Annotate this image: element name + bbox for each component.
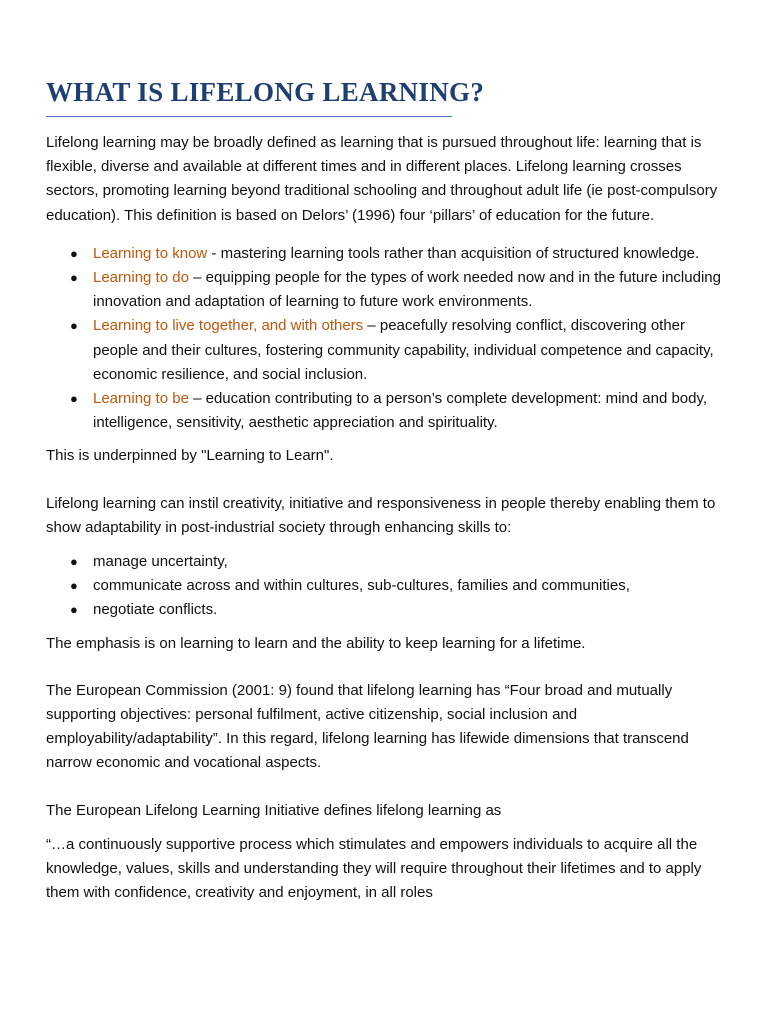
- bullet-icon: ●: [70, 554, 78, 570]
- bullet-icon: ●: [70, 318, 78, 334]
- initiative-paragraph: The European Lifelong Learning Initiative defines lifelong learning as: [46, 801, 502, 819]
- bullet-icon: ●: [70, 245, 78, 261]
- bullet-icon: ●: [70, 391, 78, 407]
- pillar-text: – peacefully resolving conflict, discovering other people and their cultures, fostering community capability, individual competence and capacity, economic resilience, and social inclusion.: [93, 317, 714, 383]
- page-title: WHAT IS LIFELONG LEARNING?: [46, 77, 485, 107]
- intro-paragraph: Lifelong learning may be broadly defined as learning that is pursued throughout life: learning that is flexible, diverse and available at different times and in different places. Lifelong learning crosses sectors, promoting learning beyond traditional schooling and throughout adult life (ie post-compulsory education). This definition is based on Delors’ (1996) four ‘pillars’ of education for the future.: [46, 134, 718, 224]
- skill-text: negotiate conflicts.: [93, 601, 218, 619]
- pillar-heading: Learning to do: [93, 269, 189, 287]
- pillar-heading: Learning to live together, and with others: [93, 317, 364, 335]
- skill-text: communicate across and within cultures, sub-cultures, families and communities,: [93, 577, 630, 595]
- european-commission-paragraph: The European Commission (2001: 9) found that lifelong learning has “Four broad and mutually supporting objectives: personal fulfilment, active citizenship, social inclusion and employability/adaptability”. In this regard, lifelong learning has lifewide dimensions that transcend narrow economic and vocational aspects.: [46, 681, 689, 772]
- list-item: [46, 242, 726, 266]
- pillars-list: [46, 242, 726, 436]
- title-underline: [46, 116, 452, 117]
- document-page: [46, 72, 726, 905]
- list-item: [46, 574, 726, 598]
- list-item: [46, 550, 726, 574]
- quote-paragraph: “…a continuously supportive process which stimulates and empowers individuals to acquire all the knowledge, values, skills and understanding they will require throughout their lifetimes and to apply them with confidence, creativity and enjoyment, in all roles: [46, 835, 702, 902]
- skill-text: manage uncertainty,: [93, 553, 228, 571]
- pillar-text: – equipping people for the types of work needed now and in the future including innovation and adaptation of learning to future work environments.: [93, 269, 721, 311]
- instil-paragraph: Lifelong learning can instil creativity, initiative and responsiveness in people thereby enabling them to show adaptability in post-industrial society through enhancing skills to:: [46, 494, 716, 536]
- bullet-icon: ●: [70, 602, 78, 618]
- emphasis-paragraph: The emphasis is on learning to learn and the ability to keep learning for a lifetime.: [46, 634, 586, 652]
- pillar-heading: Learning to be: [93, 390, 189, 408]
- list-item: [46, 266, 726, 314]
- bullet-icon: ●: [70, 270, 78, 286]
- list-item: [46, 598, 726, 622]
- bullet-icon: ●: [70, 578, 78, 594]
- list-item: [46, 387, 726, 435]
- underpinned-paragraph: This is underpinned by "Learning to Learn".: [46, 447, 334, 465]
- skills-list: [46, 550, 726, 623]
- pillar-text: - mastering learning tools rather than acquisition of structured knowledge.: [207, 244, 700, 262]
- pillar-text: – education contributing to a person’s complete development: mind and body, intelligence, sensitivity, aesthetic appreciation and spirituality.: [93, 390, 708, 432]
- list-item: [46, 314, 726, 387]
- pillar-heading: Learning to know: [93, 244, 208, 262]
